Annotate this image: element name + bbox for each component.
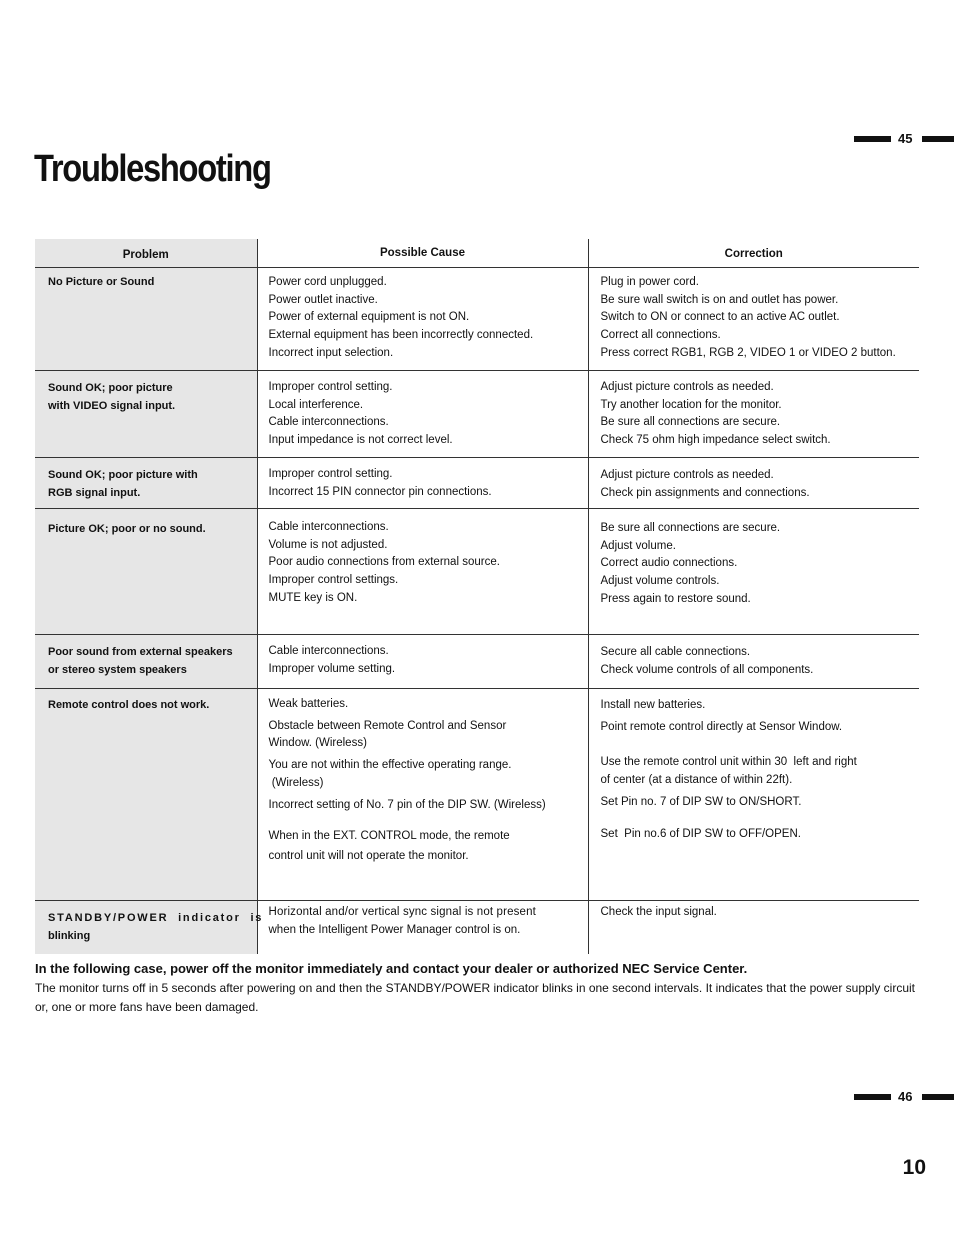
cause-line: Incorrect setting of No. 7 pin of the DIP SW. (Wireless) [268,798,546,811]
cause-line: Poor audio connections from external source. [268,556,500,569]
table-header-row [35,239,919,268]
cause-line: You are not within the effective operating range. [268,759,512,772]
header-correction: Correction [588,239,919,268]
problem-text: No Picture or Sound [48,276,155,288]
cause-line: Improper control settings. [268,574,399,587]
page-reference-marker-top [854,132,954,146]
page-reference-marker-bottom [854,1090,954,1104]
correction-cell [588,371,919,458]
correction-line: Switch to ON or connect to an active AC outlet. [600,311,840,324]
table-row [35,901,919,954]
correction-line: Be sure wall switch is on and outlet has power. [600,293,839,306]
correction-cell [588,635,919,689]
correction-line: Install new batteries. [600,699,706,711]
cause-line: Power outlet inactive. [268,293,378,306]
page-reference-number: 45 [898,131,913,146]
cause-line: Horizontal and/or vertical sync signal is not present [268,906,536,918]
problem-cell [35,901,264,954]
troubleshooting-table [35,239,919,954]
cause-cell [257,458,588,509]
cause-line: Weak batteries. [268,698,349,710]
cause-line: Local interference. [268,398,364,411]
cause-line: MUTE key is ON. [268,591,358,604]
correction-line: Correct audio connections. [600,557,738,570]
correction-cell [588,509,919,635]
cause-line: (Wireless) [268,776,324,789]
problem-text: Poor sound from external speakers [48,646,233,658]
problem-cell [35,689,257,901]
table-row [35,371,919,458]
cause-cell [257,635,588,689]
problem-text: Sound OK; poor picture with [48,469,198,481]
correction-cell [588,689,919,901]
warning-heading: In the following case, power off the monitor immediately and contact your dealer or authorized NEC Service Center. [35,961,748,976]
correction-line: Check the input signal. [600,906,717,918]
correction-line: Adjust volume controls. [600,575,720,588]
header-possible-cause: Possible Cause [257,239,588,268]
correction-line: Correct all connections. [600,329,721,342]
page-number: 10 [902,1156,926,1179]
table-row [35,509,919,635]
cause-line: Volume is not adjusted. [268,538,388,551]
correction-line: Press correct RGB1, RGB 2, VIDEO 1 or VIDEO 2 button. [600,346,896,359]
correction-line: Check 75 ohm high impedance select switch. [600,434,831,447]
page-title: Troubleshooting [34,148,271,190]
problem-text: or stereo system speakers [48,663,187,676]
cause-line: Window. (Wireless) [268,737,367,750]
cause-cell [257,268,588,371]
correction-line: Adjust volume. [600,539,676,552]
correction-line: Secure all cable connections. [600,646,751,658]
problem-cell [35,268,257,371]
marker-bar [854,1094,891,1100]
cause-line: Incorrect 15 PIN connector pin connections. [268,485,492,498]
cause-line: Cable interconnections. [268,645,389,657]
cause-line: Cable interconnections. [268,416,389,429]
correction-line: of center (at a distance of within 22ft). [600,774,793,787]
table-row [35,635,919,689]
cause-line: Cable interconnections. [268,521,389,533]
marker-bar [922,136,954,142]
cause-line: Improper control setting. [268,468,393,480]
correction-line: Be sure all connections are secure. [600,416,781,429]
correction-line: Point remote control directly at Sensor Window. [600,720,843,733]
correction-line: Use the remote control unit within 30 left and right [600,756,857,769]
cause-line: Improper control setting. [268,381,393,393]
cause-line: Input impedance is not correct level. [268,434,453,447]
correction-line: Plug in power cord. [600,276,699,288]
cause-cell [257,509,588,635]
correction-cell [588,268,919,371]
warning-body: The monitor turns off in 5 seconds after powering on and then the STANDBY/POWER indicator blinks in one second intervals. It indicates that the power supply circuit or, one or more fans have been damaged. [35,981,916,1014]
correction-line: Be sure all connections are secure. [600,522,781,534]
page-reference-number: 46 [898,1089,913,1104]
problem-text: blinking [48,929,91,942]
correction-cell [588,458,919,509]
correction-cell [588,901,919,954]
cause-line: Power of external equipment is not ON. [268,311,470,324]
problem-cell [35,509,257,635]
problem-text: Remote control does not work. [48,699,210,711]
correction-line: Check pin assignments and connections. [600,486,810,499]
correction-line: Press again to restore sound. [600,592,751,605]
marker-bar [922,1094,954,1100]
cause-line: Obstacle between Remote Control and Sensor [268,719,507,732]
correction-line: Adjust picture controls as needed. [600,469,774,481]
table-row [35,268,919,371]
cause-line: when the Intelligent Power Manager control is on. [268,923,521,936]
cause-line: Power cord unplugged. [268,276,387,288]
problem-text: Picture OK; poor or no sound. [48,523,206,535]
cause-cell [257,689,588,901]
cause-line: External equipment has been incorrectly connected. [268,329,534,342]
problem-cell [35,371,257,458]
cause-line: When in the EXT. CONTROL mode, the remote [268,830,510,843]
cause-cell [257,371,588,458]
problem-cell [35,635,257,689]
problem-cell [35,458,257,509]
problem-text: with VIDEO signal input. [48,399,176,412]
correction-line: Try another location for the monitor. [600,398,782,411]
marker-bar [854,136,891,142]
problem-text: RGB signal input. [48,486,141,499]
cause-line: Improper volume setting. [268,662,396,675]
cause-cell [257,901,588,954]
cause-line: Incorrect input selection. [268,346,394,359]
correction-line: Check volume controls of all components. [600,663,814,676]
problem-text: Sound OK; poor picture [48,382,173,394]
correction-line: Set Pin no. 7 of DIP SW to ON/SHORT. [600,795,802,808]
header-problem: Problem [35,239,257,268]
table-row [35,689,919,901]
correction-line: Set Pin no.6 of DIP SW to OFF/OPEN. [600,827,801,840]
correction-line: Adjust picture controls as needed. [600,381,774,393]
table-row [35,458,919,509]
problem-text: STANDBY/POWER indicator is [48,912,264,924]
cause-line: control unit will not operate the monitor. [268,849,469,862]
